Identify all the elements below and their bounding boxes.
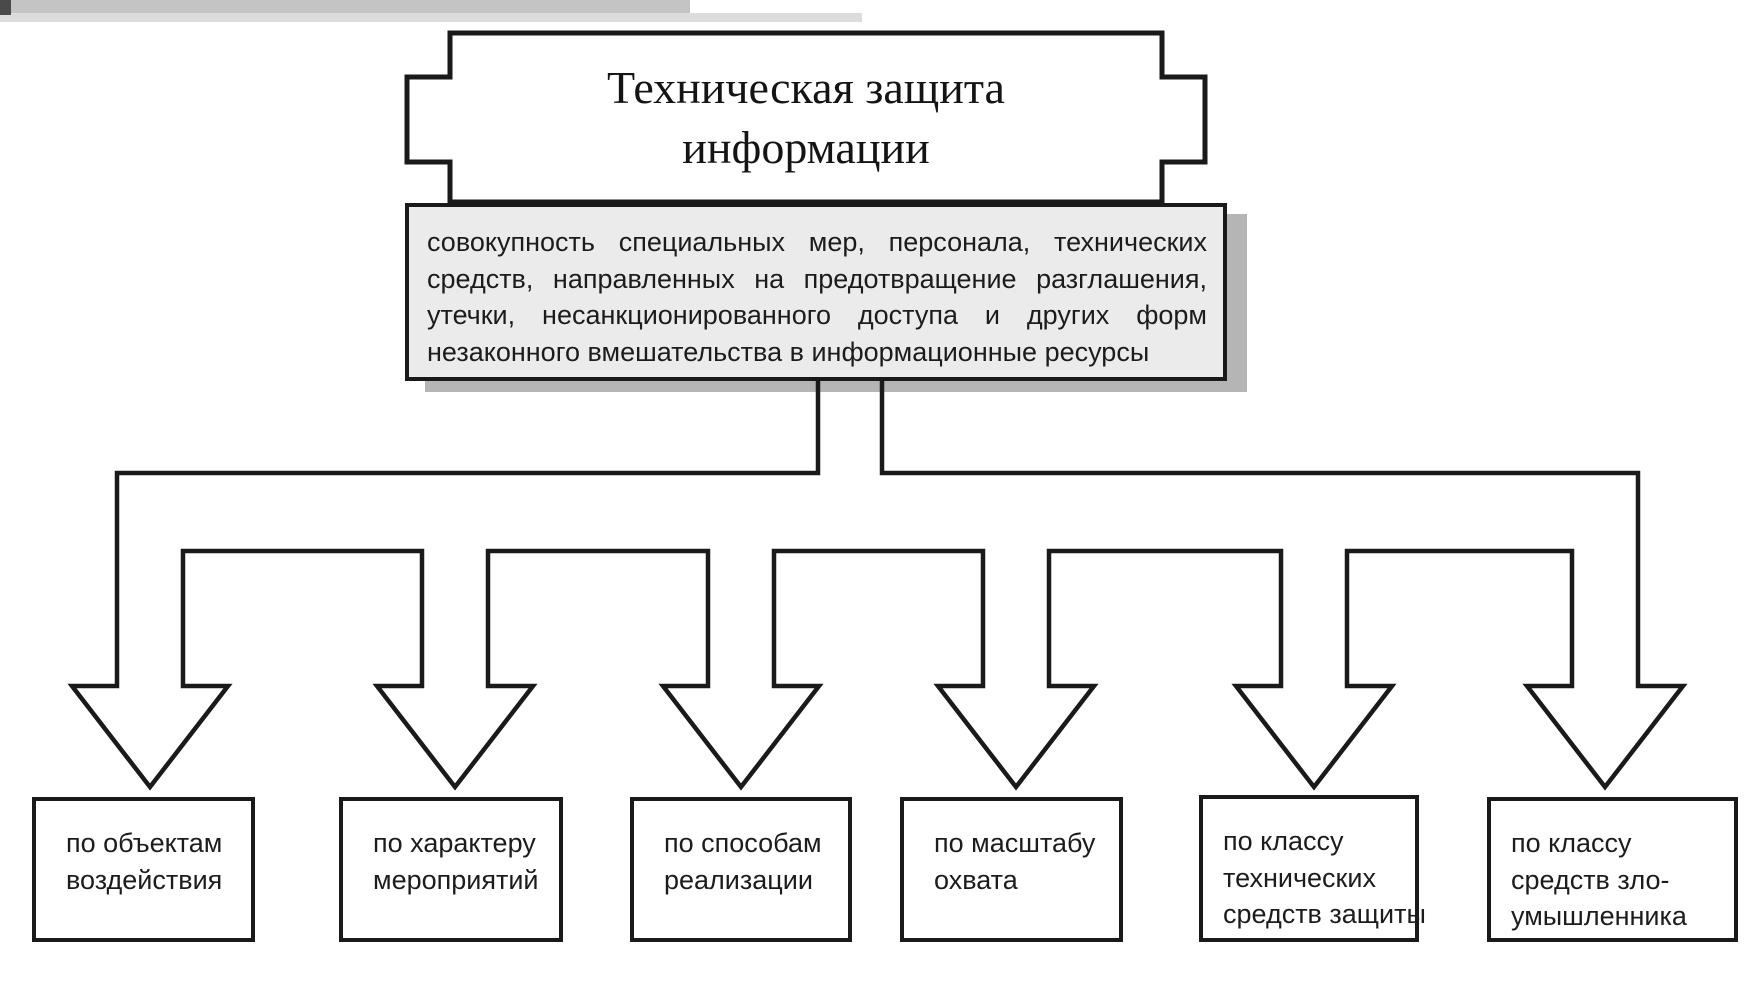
- category-label-line: по характеру: [373, 828, 536, 858]
- category-box-objects: [32, 797, 255, 942]
- diagram-title-line: информации: [682, 121, 930, 173]
- definition-line: незаконного вмешательства в информационные ресурсы: [427, 336, 1150, 367]
- category-label-line: по способам: [664, 828, 822, 858]
- definition-line: средств, направленных на предотвращение разглашения,: [427, 263, 1207, 294]
- category-label-line: умышленника: [1511, 901, 1687, 931]
- category-box-scale: [900, 797, 1123, 942]
- category-label-line: по масштабу: [934, 828, 1096, 858]
- category-box-protection-class: [1199, 795, 1426, 942]
- category-box-methods: [630, 797, 852, 942]
- category-label-line: воздействия: [66, 864, 223, 895]
- category-box-intruder-class: [1487, 797, 1738, 942]
- category-label-line: технических: [1223, 862, 1376, 893]
- category-label-line: средств защиты: [1223, 899, 1426, 929]
- category-label-line: реализации: [664, 864, 813, 895]
- definition-line: утечки, несанкционированного доступа и других форм: [427, 300, 1207, 331]
- category-label-line: по объектам: [66, 828, 223, 858]
- branch-connector-arrows: [72, 379, 1683, 787]
- category-label-line: охвата: [934, 864, 1018, 895]
- diagram-title: [450, 33, 1162, 202]
- category-box-character: [339, 797, 563, 942]
- category-label-line: по классу: [1511, 828, 1632, 858]
- category-label-line: мероприятий: [373, 864, 539, 895]
- category-label-line: средств зло-: [1511, 864, 1670, 895]
- category-label-line: по классу: [1223, 826, 1344, 856]
- diagram-title-line: Техническая защита: [607, 61, 1005, 113]
- definition-line: совокупность специальных мер, персонала, технических: [427, 227, 1207, 257]
